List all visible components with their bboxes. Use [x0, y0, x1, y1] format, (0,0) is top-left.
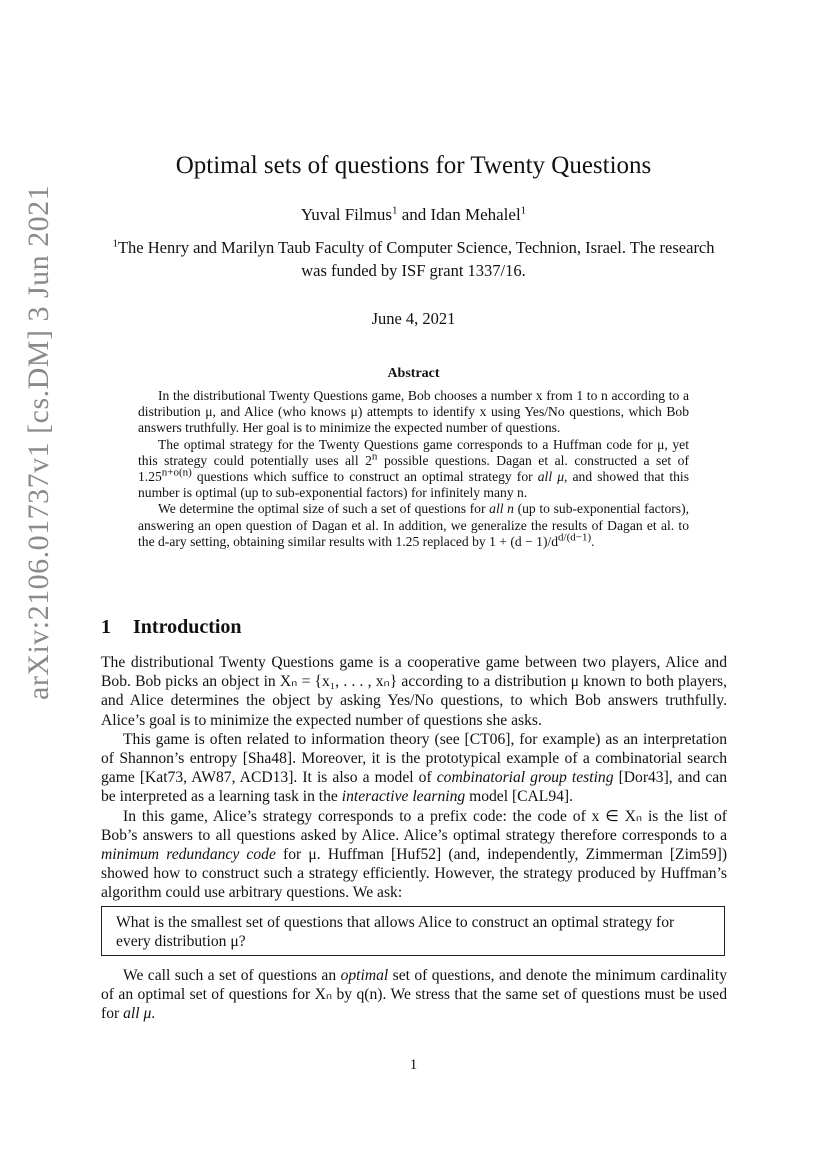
- section-title: Introduction: [133, 616, 242, 638]
- abstract-paragraph: The optimal strategy for the Twenty Questions game corresponds to a Huffman code for μ, yet this strategy could potentially uses all 2$^n$ possible questions. Dagan et al. constructed a set of $1.25^{n+o(n)}$ questions which suffice to construct an optimal strategy for all μ, and showed that this number is optimal (up to sub-exponential factors) for infinitely many n.: [138, 436, 690, 501]
- affiliation-marker: 1: [520, 204, 527, 217]
- abstract-body: [138, 388, 689, 550]
- section-body: [101, 653, 727, 903]
- arxiv-identifier-stamp: arXiv:2106.01737v1 [cs.DM] 3 Jun 2021: [22, 184, 55, 700]
- affiliation: [110, 236, 717, 282]
- affiliation-text: The Henry and Marilyn Taub Faculty of Computer Science, Technion, Israel. The research was funded by ISF grant 1337/16.: [117, 238, 715, 280]
- author-name: Yuval Filmus: [300, 205, 392, 224]
- paper-date: June 4, 2021: [371, 309, 456, 328]
- abstract-heading: Abstract: [387, 366, 440, 381]
- section-heading: [101, 616, 242, 639]
- affiliation-marker: 1: [112, 237, 118, 250]
- closing-paragraph: We call such a set of questions an optimal set of questions, and denote the minimum cardinality of an optimal set of questions for Xₙ by q(n). We stress that the same set of questions must be used for all μ.: [101, 967, 728, 1023]
- body-paragraph: This game is often related to information theory (see [CT06], for example) as an interpretation of Shannon’s entropy [Sha48]. Moreover, it is the prototypical example of a combinatorial search game [Kat73, AW87, ACD13]. It is also a model of combinatorial group testing [Dor43], and can be interpreted as a learning task in the interactive learning model [CAL94].: [101, 730, 727, 806]
- body-paragraph: The distributional Twenty Questions game is a cooperative game between two players, Alice and Bob. Bob picks an object in Xₙ = {x₁, . . . , xₙ} according to a distribution μ known to both players, and Alice determines the object by asking Yes/No questions, to which Bob answers truthfully. Alice’s goal is to minimize the expected number of questions she asks.: [101, 654, 727, 729]
- author-conjunction: and: [397, 205, 431, 224]
- body-paragraph: In this game, Alice’s strategy corresponds to a prefix code: the code of x ∈ Xₙ is the list of Bob’s answers to all questions asked by Alice. Alice’s optimal strategy therefore corresponds to a minimum redundancy code for μ. Huffman [Huf52] (and, independently, Zimmerman [Zim59]) showed how to construct such a strategy efficiently. However, the strategy produced by Huffman’s algorithm could use arbitrary questions. We ask:: [101, 807, 728, 902]
- highlighted-question-box: What is the smallest set of questions that allows Alice to construct an optimal strategy for every distribution μ?: [101, 906, 725, 956]
- author-name: Idan Mehalel: [430, 205, 521, 224]
- paper-title: Optimal sets of questions for Twenty Questions: [175, 152, 652, 179]
- affiliation-marker: 1: [391, 204, 398, 217]
- abstract-paragraph: We determine the optimal size of such a set of questions for all n (up to sub-exponential factors), answering an open question of Dagan et al. In addition, we generalize the results of Dagan et al. to the d-ary setting, obtaining similar results with 1.25 replaced by $1 + (d - 1)/d^{d/(d-1)}$.: [138, 501, 689, 549]
- abstract-paragraph: In the distributional Twenty Questions game, Bob chooses a number x from 1 to n according to a distribution μ, and Alice (who knows μ) attempts to identify x using Yes/No questions, which Bob answers truthfully. Her goal is to minimize the expected number of questions.: [138, 388, 689, 436]
- author-list: [0, 205, 827, 225]
- page-number: 1: [409, 1057, 418, 1073]
- section-number: 1: [101, 616, 111, 638]
